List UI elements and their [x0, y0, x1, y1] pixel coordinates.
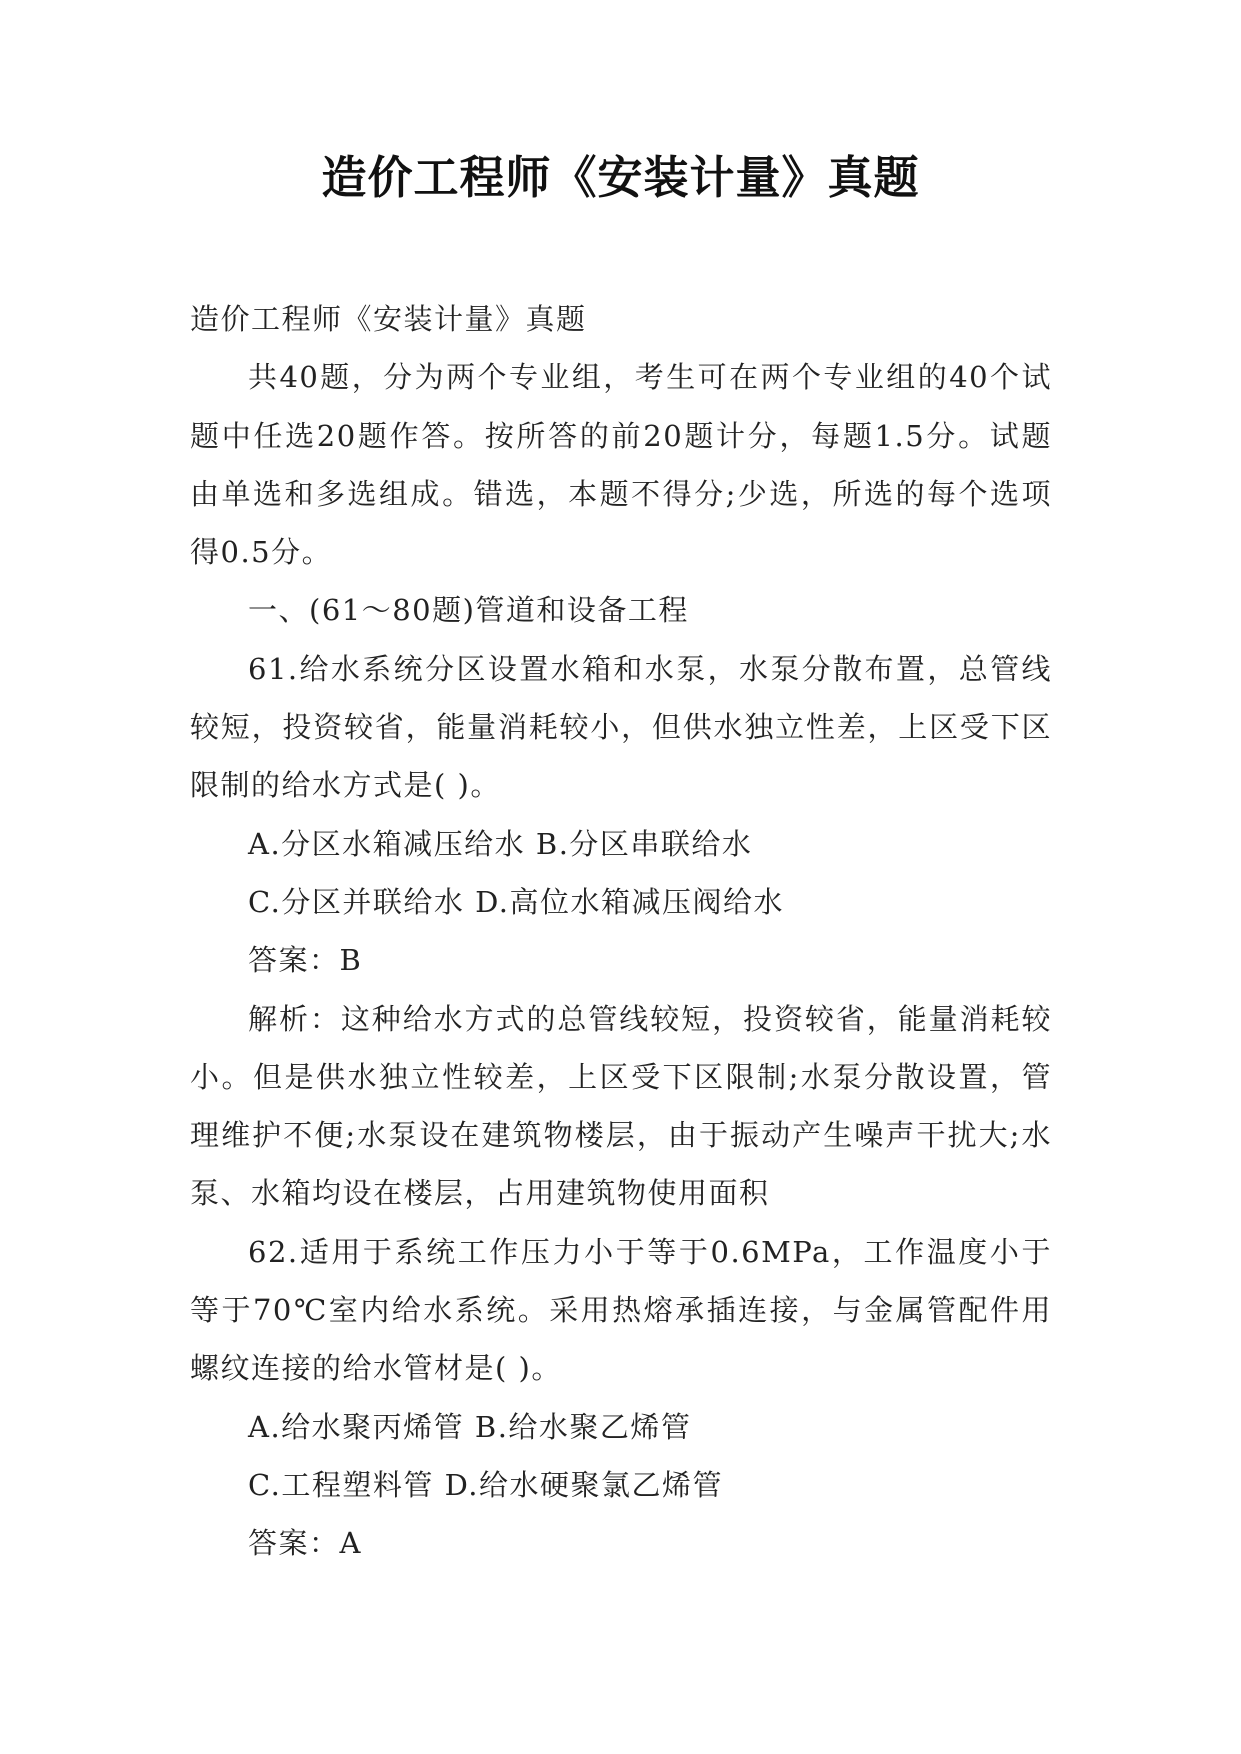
- question-62-answer: 答案：A: [248, 1526, 362, 1561]
- document-title: 造价工程师《安装计量》真题: [321, 151, 920, 204]
- subtitle-paragraph: 造价工程师《安装计量》真题: [190, 302, 587, 336]
- section-heading: 一、(61～80题)管道和设备工程: [248, 593, 689, 628]
- question-61-answer: 答案：B: [248, 943, 363, 978]
- instructions-paragraph: 共40题，分为两个专业组，考生可在两个专业组的40个试题中任选20题作答。按所答的前20题计分，每题1.5分。试题由单选和多选组成。错选，本题不得分;少选，所选的每个选项得0.5分。: [190, 360, 1052, 570]
- question-61-options-ab: A.分区水箱减压给水 B.分区串联给水: [248, 826, 753, 861]
- question-62-options-cd: C.工程塑料管 D.给水硬聚氯乙烯管: [248, 1467, 724, 1502]
- question-62: 62.适用于系统工作压力小于等于0.6MPa，工作温度小于等于70℃室内给水系统。采用热熔承插连接，与金属管配件用螺纹连接的给水管材是( )。: [190, 1234, 1052, 1386]
- question-61: 61.给水系统分区设置水箱和水泵，水泵分散布置，总管线较短，投资较省，能量消耗较小，但供水独立性差，上区受下区限制的给水方式是( )。: [190, 651, 1052, 803]
- document-body: [190, 290, 1052, 1573]
- question-62-options-ab: A.给水聚丙烯管 B.给水聚乙烯管: [248, 1409, 692, 1444]
- question-61-options-cd: C.分区并联给水 D.高位水箱减压阀给水: [248, 884, 785, 919]
- question-61-explanation: 解析：这种给水方式的总管线较短，投资较省，能量消耗较小。但是供水独立性较差，上区受下区限制;水泵分散设置，管理维护不便;水泵设在建筑物楼层，由于振动产生噪声干扰大;水泵、水箱均设在楼层，占用建筑物使用面积: [190, 1001, 1052, 1211]
